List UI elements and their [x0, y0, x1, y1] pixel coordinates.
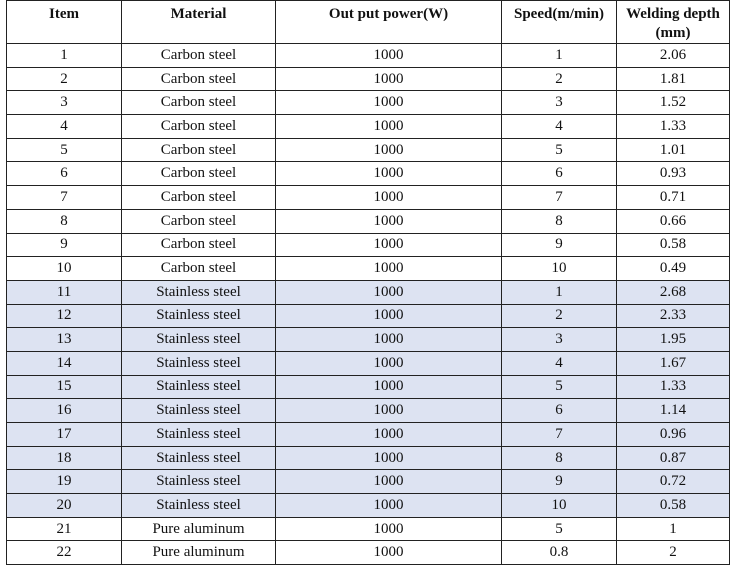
cell-speed: 0.8 — [502, 541, 617, 565]
cell-item: 18 — [7, 446, 122, 470]
cell-item: 12 — [7, 304, 122, 328]
header-welding-depth: Welding depth (mm) — [617, 1, 730, 44]
cell-speed: 3 — [502, 91, 617, 115]
table-body — [7, 44, 730, 565]
cell-item: 6 — [7, 162, 122, 186]
cell-material: Carbon steel — [122, 67, 276, 91]
cell-item: 21 — [7, 517, 122, 541]
cell-welding-depth: 1.01 — [617, 138, 730, 162]
cell-welding-depth: 1 — [617, 517, 730, 541]
cell-item: 15 — [7, 375, 122, 399]
cell-item: 10 — [7, 257, 122, 281]
cell-item: 13 — [7, 328, 122, 352]
cell-welding-depth: 0.66 — [617, 209, 730, 233]
cell-speed: 5 — [502, 375, 617, 399]
cell-output-power: 1000 — [276, 446, 502, 470]
cell-welding-depth: 1.95 — [617, 328, 730, 352]
cell-material: Carbon steel — [122, 91, 276, 115]
cell-output-power: 1000 — [276, 328, 502, 352]
cell-material: Carbon steel — [122, 209, 276, 233]
table-row — [7, 186, 730, 210]
cell-material: Stainless steel — [122, 399, 276, 423]
cell-item: 8 — [7, 209, 122, 233]
cell-welding-depth: 1.52 — [617, 91, 730, 115]
cell-item: 20 — [7, 494, 122, 518]
header-output-power: Out put power(W) — [276, 1, 502, 44]
cell-item: 4 — [7, 115, 122, 139]
cell-item: 11 — [7, 280, 122, 304]
cell-output-power: 1000 — [276, 115, 502, 139]
cell-speed: 5 — [502, 138, 617, 162]
cell-welding-depth: 0.93 — [617, 162, 730, 186]
header-speed: Speed(m/min) — [502, 1, 617, 44]
cell-item: 9 — [7, 233, 122, 257]
cell-welding-depth: 2.06 — [617, 44, 730, 68]
cell-material: Stainless steel — [122, 280, 276, 304]
cell-welding-depth: 2 — [617, 541, 730, 565]
cell-speed: 1 — [502, 44, 617, 68]
cell-output-power: 1000 — [276, 494, 502, 518]
cell-material: Carbon steel — [122, 162, 276, 186]
cell-output-power: 1000 — [276, 138, 502, 162]
cell-speed: 2 — [502, 67, 617, 91]
cell-speed: 10 — [502, 494, 617, 518]
cell-welding-depth: 0.71 — [617, 186, 730, 210]
table-row — [7, 351, 730, 375]
cell-material: Carbon steel — [122, 138, 276, 162]
header-item: Item — [7, 1, 122, 44]
cell-speed: 4 — [502, 351, 617, 375]
cell-output-power: 1000 — [276, 67, 502, 91]
table-header-row — [7, 1, 730, 44]
cell-speed: 9 — [502, 470, 617, 494]
cell-speed: 8 — [502, 209, 617, 233]
cell-speed: 2 — [502, 304, 617, 328]
cell-material: Stainless steel — [122, 375, 276, 399]
cell-output-power: 1000 — [276, 470, 502, 494]
cell-output-power: 1000 — [276, 399, 502, 423]
cell-speed: 1 — [502, 280, 617, 304]
welding-data-table — [6, 0, 730, 565]
cell-welding-depth: 1.67 — [617, 351, 730, 375]
cell-welding-depth: 0.72 — [617, 470, 730, 494]
table-row — [7, 257, 730, 281]
cell-welding-depth: 1.33 — [617, 115, 730, 139]
cell-item: 14 — [7, 351, 122, 375]
table-row — [7, 541, 730, 565]
table-row — [7, 162, 730, 186]
cell-output-power: 1000 — [276, 304, 502, 328]
cell-speed: 3 — [502, 328, 617, 352]
cell-output-power: 1000 — [276, 162, 502, 186]
cell-item: 17 — [7, 423, 122, 447]
cell-item: 1 — [7, 44, 122, 68]
table-row — [7, 494, 730, 518]
table-row — [7, 328, 730, 352]
cell-material: Stainless steel — [122, 470, 276, 494]
table-row — [7, 138, 730, 162]
cell-welding-depth: 1.14 — [617, 399, 730, 423]
cell-speed: 9 — [502, 233, 617, 257]
cell-speed: 8 — [502, 446, 617, 470]
cell-welding-depth: 0.58 — [617, 233, 730, 257]
table-row — [7, 399, 730, 423]
cell-output-power: 1000 — [276, 423, 502, 447]
cell-material: Stainless steel — [122, 446, 276, 470]
table-row — [7, 375, 730, 399]
cell-welding-depth: 2.68 — [617, 280, 730, 304]
cell-speed: 10 — [502, 257, 617, 281]
cell-material: Carbon steel — [122, 115, 276, 139]
cell-item: 19 — [7, 470, 122, 494]
cell-item: 16 — [7, 399, 122, 423]
table-row — [7, 115, 730, 139]
cell-output-power: 1000 — [276, 541, 502, 565]
cell-material: Stainless steel — [122, 423, 276, 447]
cell-welding-depth: 1.33 — [617, 375, 730, 399]
cell-material: Carbon steel — [122, 233, 276, 257]
cell-item: 5 — [7, 138, 122, 162]
cell-welding-depth: 2.33 — [617, 304, 730, 328]
cell-output-power: 1000 — [276, 209, 502, 233]
cell-material: Carbon steel — [122, 257, 276, 281]
cell-output-power: 1000 — [276, 517, 502, 541]
cell-item: 22 — [7, 541, 122, 565]
table-row — [7, 280, 730, 304]
cell-item: 2 — [7, 67, 122, 91]
cell-output-power: 1000 — [276, 44, 502, 68]
cell-material: Stainless steel — [122, 304, 276, 328]
cell-output-power: 1000 — [276, 91, 502, 115]
cell-output-power: 1000 — [276, 280, 502, 304]
cell-output-power: 1000 — [276, 257, 502, 281]
table-row — [7, 209, 730, 233]
cell-material: Stainless steel — [122, 328, 276, 352]
cell-speed: 5 — [502, 517, 617, 541]
cell-speed: 6 — [502, 162, 617, 186]
cell-welding-depth: 0.58 — [617, 494, 730, 518]
cell-material: Pure aluminum — [122, 541, 276, 565]
cell-item: 3 — [7, 91, 122, 115]
cell-speed: 7 — [502, 423, 617, 447]
cell-speed: 6 — [502, 399, 617, 423]
cell-output-power: 1000 — [276, 375, 502, 399]
header-material: Material — [122, 1, 276, 44]
cell-material: Pure aluminum — [122, 517, 276, 541]
cell-output-power: 1000 — [276, 186, 502, 210]
cell-item: 7 — [7, 186, 122, 210]
cell-welding-depth: 1.81 — [617, 67, 730, 91]
table-row — [7, 423, 730, 447]
cell-speed: 7 — [502, 186, 617, 210]
cell-material: Carbon steel — [122, 44, 276, 68]
table-row — [7, 91, 730, 115]
table-row — [7, 304, 730, 328]
cell-material: Stainless steel — [122, 494, 276, 518]
table-row — [7, 233, 730, 257]
table-row — [7, 44, 730, 68]
cell-welding-depth: 0.87 — [617, 446, 730, 470]
table-row — [7, 517, 730, 541]
table-row — [7, 446, 730, 470]
cell-material: Carbon steel — [122, 186, 276, 210]
cell-output-power: 1000 — [276, 233, 502, 257]
table-row — [7, 67, 730, 91]
cell-welding-depth: 0.49 — [617, 257, 730, 281]
cell-output-power: 1000 — [276, 351, 502, 375]
cell-material: Stainless steel — [122, 351, 276, 375]
cell-welding-depth: 0.96 — [617, 423, 730, 447]
table-row — [7, 470, 730, 494]
cell-speed: 4 — [502, 115, 617, 139]
